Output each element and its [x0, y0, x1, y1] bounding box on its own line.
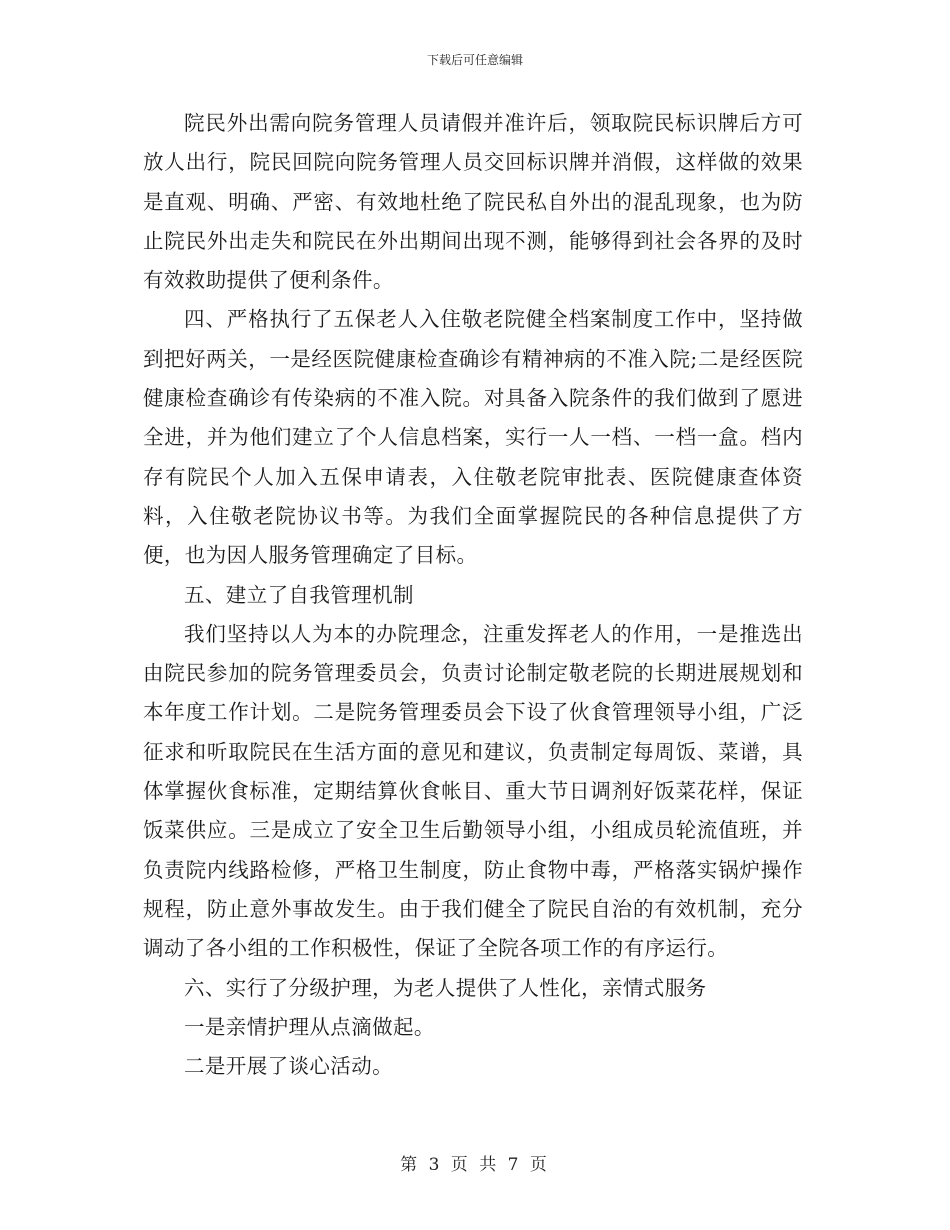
section-heading: 六、实行了分级护理，为老人提供了人性化，亲情式服务 — [184, 975, 707, 1000]
paragraph: 四、严格执行了五保老人入住敬老院健全档案制度工作中，坚持做到把好两关，一是经医院健康检查确诊有精神病的不准入院;二是经医院健康检查确诊有传染病的不准入院。对具备入院条件的我们做到了愿进全进，并为他们建立了个人信息档案，实行一人一档、一档一盒。档内存有院民个人加入五保申请表，入住敬老院审批表、医院健康查体资料，入住敬老院协议书等。为我们全面掌握院民的各种信息提供了方便，也为因人服务管理确定了目标。 — [143, 307, 803, 568]
paragraph: 二是开展了谈心活动。 — [184, 1054, 393, 1079]
document-body — [143, 104, 803, 1086]
section-heading: 五、建立了自我管理机制 — [184, 582, 414, 607]
paragraph: 我们坚持以人为本的办院理念，注重发挥老人的作用，一是推选出由院民参加的院务管理委员会，负责讨论制定敬老院的长期进展规划和本年度工作计划。二是院务管理委员会下设了伙食管理领导小组，广泛征求和听取院民在生活方面的意见和建议，负责制定每周饭、菜谱，具体掌握伙食标准，定期结算伙食帐目、重大节日调剂好饭菜花样，保证饭菜供应。三是成立了安全卫生后勤领导小组，小组成员轮流值班，并负责院内线路检修，严格卫生制度，防止食物中毒，严格落实锅炉操作规程，防止意外事故发生。由于我们健全了院民自治的有效机制，充分调动了各小组的工作积极性，保证了全院各项工作的有序运行。 — [143, 621, 803, 961]
paragraph: 院民外出需向院务管理人员请假并准许后，领取院民标识牌后方可放人出行，院民回院向院务管理人员交回标识牌并消假，这样做的效果是直观、明确、严密、有效地杜绝了院民私自外出的混乱现象，也为防止院民外出走失和院民在外出期间出现不测，能够得到社会各界的及时有效救助提供了便利条件。 — [143, 111, 803, 293]
page-number-footer: 第 3 页 共 7 页 — [400, 1155, 550, 1175]
paragraph: 一是亲情护理从点滴做起。 — [184, 1014, 435, 1039]
page-header: 下载后可任意编辑 — [426, 53, 523, 67]
